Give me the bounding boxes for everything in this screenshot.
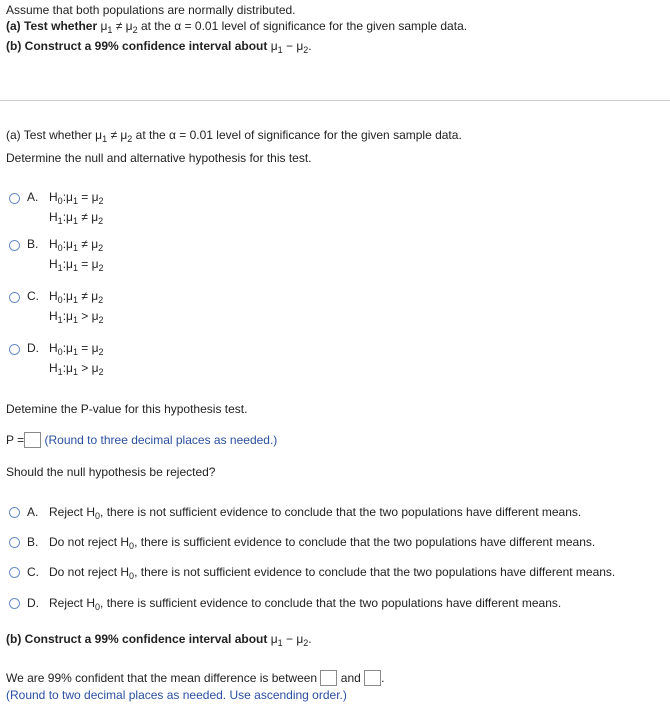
ci-row	[6, 670, 385, 686]
part-a-heading	[6, 128, 462, 142]
reject-option-text: Do not reject $H_0$, there is not sufficient evidence to conclude that the two populations have different means.	[49, 565, 616, 581]
reject-option-b-radio[interactable]	[9, 537, 20, 548]
ci-text: We are 99% confident that the mean difference is between	[6, 671, 318, 685]
part-b-heading-label: (b) Construct a 99% confidence interval about	[6, 632, 268, 646]
hypothesis-instruction: Determine the null and alternative hypothesis for this test.	[6, 151, 312, 165]
pvalue-row	[6, 432, 277, 448]
null-hypothesis: $H_0:\mu_1 = \mu_2$	[49, 190, 104, 206]
null-hypothesis: $H_0:\mu_1 \ne \mu_2$	[49, 289, 104, 305]
reject-prompt: Should the null hypothesis be rejected?	[6, 465, 216, 479]
reject-option-text: Reject $H_0$, there is sufficient evidence to conclude that the two populations have different means.	[49, 596, 562, 612]
section-divider	[0, 100, 670, 101]
hypothesis-option-b-radio[interactable]	[9, 240, 20, 251]
alternative-hypothesis: $H_1:\mu_1 > \mu_2$	[49, 309, 104, 325]
hypothesis-option-letter: B.	[27, 237, 39, 251]
intro-part-a-rest: at the α = 0.01 level of significance for the given sample data.	[140, 19, 468, 33]
intro-line-2	[6, 19, 467, 33]
p-label: P =	[6, 433, 25, 447]
reject-option-text: Do not reject $H_0$, there is sufficient evidence to conclude that the two populations have different means.	[49, 535, 596, 551]
alternative-hypothesis: $H_1:\mu_1 = \mu_2$	[49, 257, 104, 273]
part-a-heading-rest: at the α = 0.01 level of significance for the given sample data.	[135, 128, 462, 142]
intro-line-1: Assume that both populations are normally distributed.	[6, 3, 296, 17]
ci-upper-input[interactable]	[364, 670, 381, 686]
hypothesis-option-letter: A.	[27, 190, 39, 204]
reject-option-letter: D.	[27, 596, 39, 610]
intro-part-a-label: (a) Test whether	[6, 19, 98, 33]
hypothesis-option-letter: C.	[27, 289, 39, 303]
intro-line-3	[6, 39, 312, 53]
reject-option-letter: C.	[27, 565, 39, 579]
hypothesis-option-c-radio[interactable]	[9, 292, 20, 303]
null-hypothesis: $H_0:\mu_1 \ne \mu_2$	[49, 237, 104, 253]
alternative-hypothesis: $H_1:\mu_1 \ne \mu_2$	[49, 210, 104, 226]
part-a-heading-label: (a) Test whether	[6, 128, 92, 142]
null-hypothesis: $H_0:\mu_1 = \mu_2$	[49, 341, 104, 357]
hypothesis-option-d-radio[interactable]	[9, 344, 20, 355]
reject-option-a-radio[interactable]	[9, 507, 20, 518]
hypothesis-option-a-radio[interactable]	[9, 193, 20, 204]
ci-and: and	[340, 671, 361, 685]
reject-option-c-radio[interactable]	[9, 567, 20, 578]
p-hint: (Round to three decimal places as needed.)	[44, 433, 278, 447]
mu-not-equal-expr: $\mu_1 \ne \mu_2$	[95, 128, 133, 144]
hypothesis-option-letter: D.	[27, 341, 39, 355]
reject-option-d-radio[interactable]	[9, 598, 20, 609]
ci-end: .	[381, 671, 385, 685]
alternative-hypothesis: $H_1:\mu_1 > \mu_2$	[49, 361, 104, 377]
mu-not-equal-expr: $\mu_1 \ne \mu_2$	[100, 19, 138, 35]
reject-option-letter: A.	[27, 505, 39, 519]
reject-option-text: Reject $H_0$, there is not sufficient evidence to conclude that the two populations have different means.	[49, 505, 582, 521]
ci-lower-input[interactable]	[320, 670, 337, 686]
mu-difference-expr: $\mu_1 - \mu_2$.	[270, 632, 312, 648]
mu-difference-expr: $\mu_1 - \mu_2$.	[270, 39, 312, 55]
p-value-input[interactable]	[24, 432, 41, 448]
intro-part-b-label: (b) Construct a 99% confidence interval about	[6, 39, 268, 53]
part-b-heading	[6, 632, 312, 646]
pvalue-prompt: Detemine the P-value for this hypothesis test.	[6, 402, 248, 416]
reject-option-letter: B.	[27, 535, 39, 549]
ci-hint: (Round to two decimal places as needed. Use ascending order.)	[6, 688, 347, 702]
